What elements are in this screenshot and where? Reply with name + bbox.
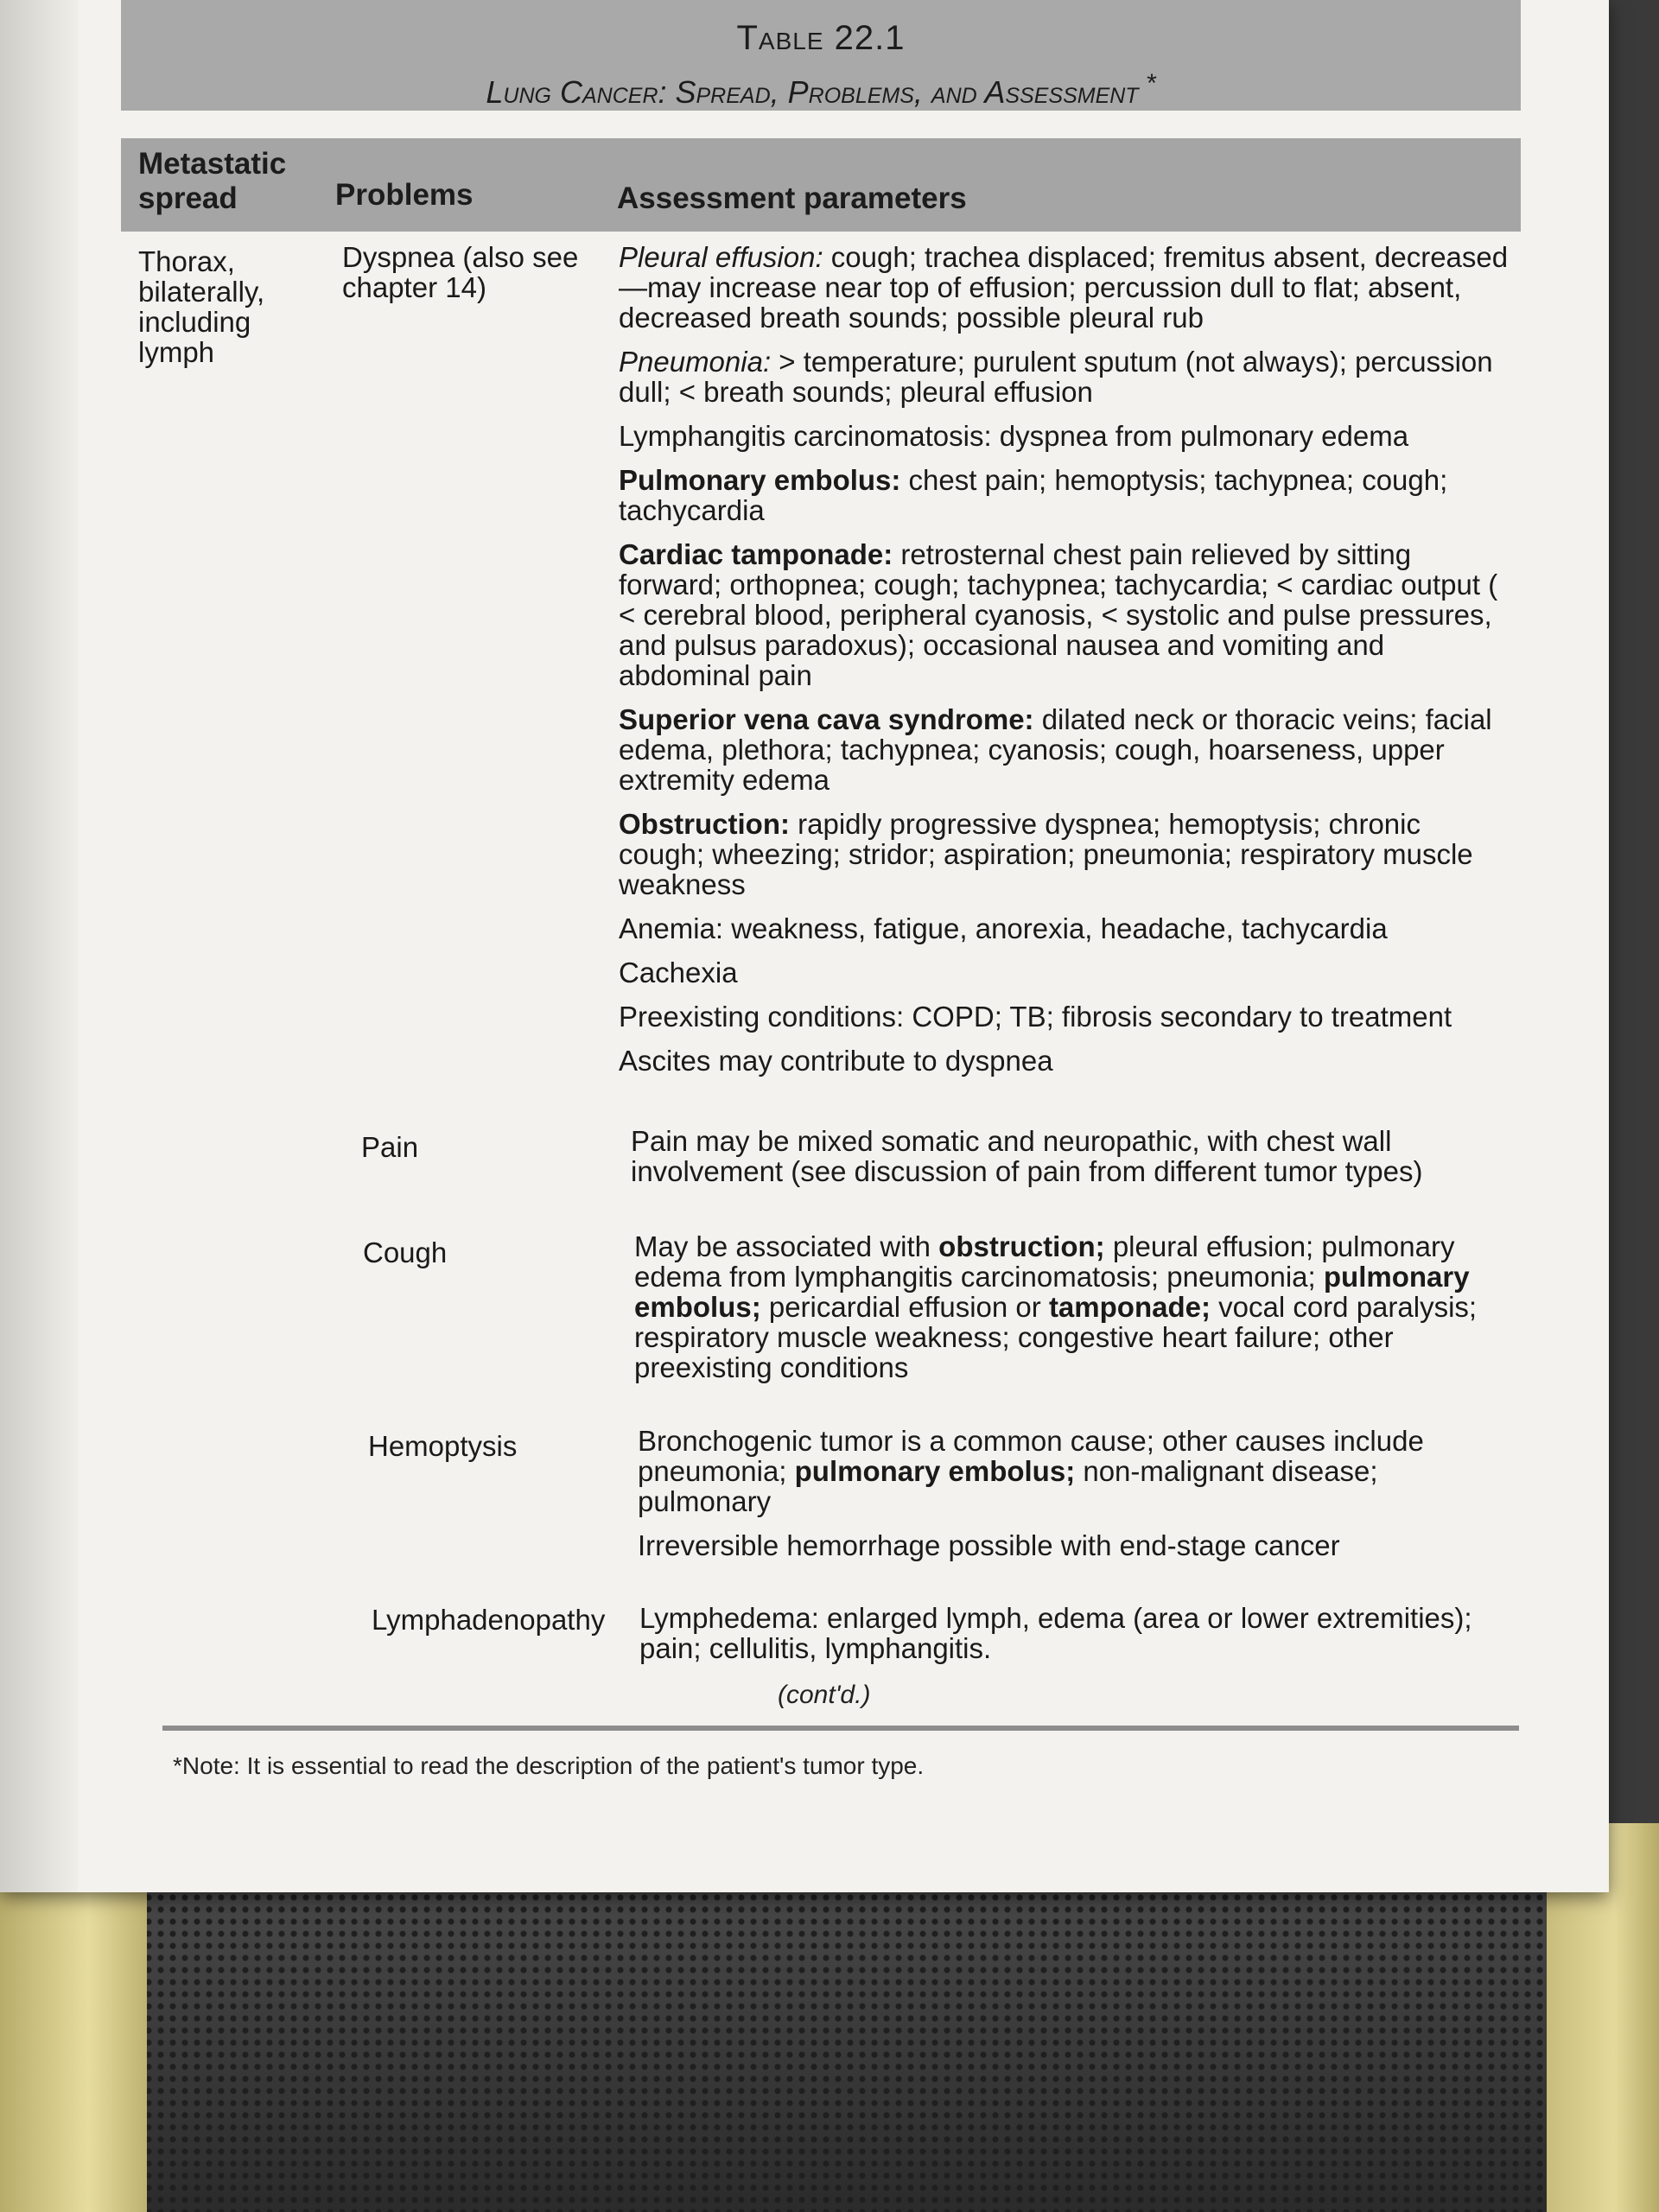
text-svc-syndrome: dilated neck or thoracic veins; facial edema, plethora; tachypnea; cyanosis; cough, hoarseness, upper extremity edema <box>619 703 1492 796</box>
entry-preexisting <box>619 1001 1509 1032</box>
lead-pneumonia: Pneumonia: <box>619 346 772 378</box>
table-title <box>121 69 1521 111</box>
cough-text-4: vocal cord paralysis; respiratory muscle weakness; congestive heart failure; other preexisting conditions <box>634 1291 1478 1383</box>
hemoptysis-bold-embolus: pulmonary embolus; <box>794 1455 1076 1487</box>
hemoptysis-text-3: Irreversible hemorrhage possible with end-stage cancer <box>638 1529 1340 1561</box>
entry-obstruction <box>619 809 1509 899</box>
table-title-text: Lung Cancer: Spread, Problems, and Assessment <box>486 74 1139 110</box>
text-pneumonia: > temperature; purulent sputum (not always); percussion dull; < breath sounds; pleural effusion <box>619 346 1493 408</box>
table-footnote: *Note: It is essential to read the description of the patient's tumor type. <box>173 1752 925 1779</box>
assessment-lymphadenopathy: Lymphedema: enlarged lymph, edema (area or lower extremities); pain; cellulitis, lymphangitis. <box>639 1602 1472 1664</box>
hemoptysis-entry-2 <box>638 1530 1506 1560</box>
hemoptysis-entry-1 <box>638 1426 1506 1516</box>
problem-pain: Pain <box>361 1131 419 1163</box>
page-gutter <box>0 0 78 1892</box>
hemoptysis-text-1: Bronchogenic tumor is a common cause; other causes include pneumonia; <box>638 1425 1424 1487</box>
header-metastatic-spread: Metastatic spread <box>138 147 287 215</box>
cough-text-3: pericardial effusion or <box>760 1291 1049 1323</box>
entry-svc-syndrome <box>619 704 1509 795</box>
table-label: Table 22.1 <box>736 19 906 57</box>
text-lymphangitis: Lymphangitis carcinomatosis: dyspnea from pulmonary edema <box>619 420 1409 452</box>
text-cachexia: Cachexia <box>619 957 738 988</box>
entry-cachexia <box>619 957 1509 988</box>
lead-svc-syndrome: Superior vena cava syndrome: <box>619 703 1034 735</box>
table-bottom-rule <box>162 1726 1519 1731</box>
text-obstruction: rapidly progressive dyspnea; hemoptysis; chronic cough; wheezing; stridor; aspiration; pneumonia; respiratory muscle weakness <box>619 808 1473 900</box>
text-anemia: Anemia: weakness, fatigue, anorexia, headache, tachycardia <box>619 912 1388 944</box>
title-asterisk: * <box>1138 69 1156 98</box>
cough-bold-tamponade: tamponade; <box>1048 1291 1211 1323</box>
assessment-cough <box>634 1231 1507 1382</box>
cough-bold-obstruction: obstruction; <box>938 1230 1105 1262</box>
assessment-pain: Pain may be mixed somatic and neuropathic, with chest wall involvement (see discussion of pain from different tumor types) <box>631 1125 1423 1187</box>
text-preexisting: Preexisting conditions: COPD; TB; fibrosis secondary to treatment <box>619 1001 1452 1033</box>
problem-hemoptysis: Hemoptysis <box>368 1430 518 1462</box>
text-pleural-effusion: cough; trachea displaced; fremitus absent, decreased—may increase near top of effusion; percussion dull to flat; absent, decreased breath sounds; possible pleural rub <box>619 241 1509 334</box>
entry-pneumonia <box>619 346 1509 407</box>
header-problems: Problems <box>335 178 474 212</box>
entry-anemia <box>619 913 1509 944</box>
continued-note: (cont'd.) <box>778 1681 871 1709</box>
entry-ascites <box>619 1046 1509 1076</box>
spread-thorax: Thorax, bilaterally, including lymph <box>138 245 265 368</box>
cough-text-2: pleural effusion; pulmonary edema from lymphangitis carcinomatosis; pneumonia; <box>634 1230 1455 1293</box>
text-cardiac-tamponade: retrosternal chest pain relieved by sitting forward; orthopnea; cough; tachypnea; tachycardia; < cardiac output ( < cerebral blood, peripheral cyanosis, < systolic and pulse pressures, and pulsus paradoxus); occasional nausea and vomiting and abdominal pain <box>619 538 1498 691</box>
text-ascites: Ascites may contribute to dyspnea <box>619 1045 1053 1077</box>
problem-lymphadenopathy: Lymphadenopathy <box>372 1604 606 1636</box>
dyspnea-assessment-list <box>619 242 1509 1090</box>
entry-cardiac-tamponade <box>619 539 1509 690</box>
cough-bold-embolus: pulmonary embolus; <box>634 1261 1470 1323</box>
assessment-hemoptysis <box>638 1426 1506 1574</box>
lead-obstruction: Obstruction: <box>619 808 790 840</box>
entry-lymphangitis <box>619 421 1509 451</box>
lead-pulmonary-embolus: Pulmonary embolus: <box>619 464 901 496</box>
hemoptysis-text-2: non-malignant disease; pulmonary <box>638 1455 1378 1517</box>
problem-dyspnea: Dyspnea (also see chapter 14) <box>342 241 579 303</box>
cough-text-1: May be associated with <box>634 1230 939 1262</box>
entry-pleural-effusion <box>619 242 1509 333</box>
photo-backdrop <box>0 1858 1659 2212</box>
table-title-band <box>121 0 1521 111</box>
problem-cough: Cough <box>363 1236 448 1268</box>
entry-pulmonary-embolus <box>619 465 1509 525</box>
lead-cardiac-tamponade: Cardiac tamponade: <box>619 538 893 570</box>
header-assessment-parameters: Assessment parameters <box>617 181 967 215</box>
text-pulmonary-embolus: chest pain; hemoptysis; tachypnea; cough; tachycardia <box>619 464 1448 526</box>
table-header-row <box>121 138 1521 232</box>
lead-pleural-effusion: Pleural effusion: <box>619 241 823 273</box>
